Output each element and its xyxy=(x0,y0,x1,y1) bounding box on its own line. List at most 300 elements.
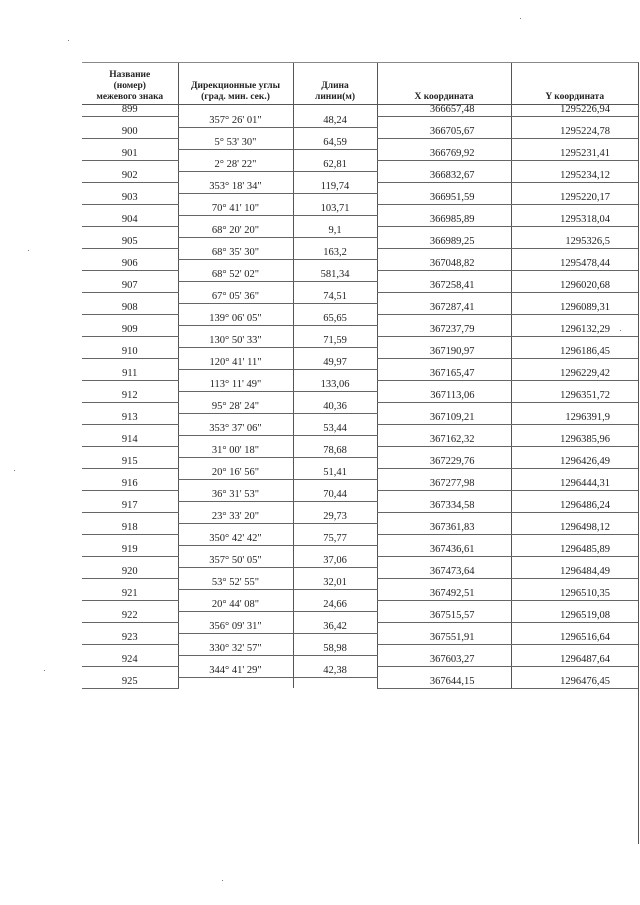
mark-number: 909 xyxy=(82,325,178,336)
y-cell-empty xyxy=(511,204,638,215)
x-cell-empty xyxy=(377,380,511,391)
mark-number: 913 xyxy=(82,413,178,424)
length-cell-empty xyxy=(293,127,377,138)
mark-number: 924 xyxy=(82,655,178,666)
x-coordinate: 366985,89 xyxy=(377,215,511,226)
y-coordinate: 1296186,45 xyxy=(511,347,638,358)
mark-cell-empty xyxy=(82,358,178,369)
segment-row xyxy=(82,622,638,633)
direction-angle: 53° 52' 55" xyxy=(178,578,293,589)
segment-row xyxy=(82,600,638,611)
mark-number: 908 xyxy=(82,303,178,314)
y-cell-empty xyxy=(511,600,638,611)
angle-cell-empty xyxy=(178,105,293,117)
mark-number: 920 xyxy=(82,567,178,578)
direction-angle: 68° 52' 02" xyxy=(178,270,293,281)
direction-angle: 68° 20' 20" xyxy=(178,226,293,237)
x-coordinate: 367436,61 xyxy=(377,545,511,556)
y-cell-empty xyxy=(511,622,638,633)
x-coordinate: 367473,64 xyxy=(377,567,511,578)
length-cell-empty xyxy=(293,633,377,644)
angle-cell-empty xyxy=(178,303,293,314)
x-cell-empty xyxy=(377,138,511,149)
x-coordinate: 367551,91 xyxy=(377,633,511,644)
table-row xyxy=(82,611,638,622)
x-cell-empty xyxy=(377,490,511,501)
y-coordinate: 1296020,68 xyxy=(511,281,638,292)
x-cell-empty xyxy=(377,600,511,611)
length-cell-empty xyxy=(293,677,377,688)
length-cell-empty xyxy=(293,589,377,600)
table-row xyxy=(82,215,638,226)
segment-row xyxy=(82,468,638,479)
length-cell-empty xyxy=(293,259,377,270)
y-coordinate: 1296484,49 xyxy=(511,567,638,578)
segment-row xyxy=(82,160,638,171)
x-cell-empty xyxy=(377,204,511,215)
mark-number: 910 xyxy=(82,347,178,358)
x-cell-empty xyxy=(377,182,511,193)
x-cell-empty xyxy=(377,644,511,655)
header-direction-angle: Дирекционные углы (град. мин. сек.) xyxy=(178,62,293,105)
y-cell-empty xyxy=(511,116,638,127)
x-coordinate: 366989,25 xyxy=(377,237,511,248)
mark-cell-empty xyxy=(82,204,178,215)
x-coordinate: 367165,47 xyxy=(377,369,511,380)
segment-row xyxy=(82,380,638,391)
direction-angle: 344° 41' 29" xyxy=(178,666,293,677)
angle-cell-empty xyxy=(178,413,293,424)
header-x-coordinate: X координата xyxy=(377,62,511,105)
mark-number: 905 xyxy=(82,237,178,248)
line-length: 48,24 xyxy=(293,116,377,127)
y-cell-empty xyxy=(511,424,638,435)
table-row xyxy=(82,391,638,402)
y-coordinate: 1296498,12 xyxy=(511,523,638,534)
table-row xyxy=(82,435,638,446)
mark-number: 919 xyxy=(82,545,178,556)
direction-angle: 353° 37' 06" xyxy=(178,424,293,435)
x-coordinate: 367277,98 xyxy=(377,479,511,490)
y-cell-empty xyxy=(511,402,638,413)
mark-cell-empty xyxy=(82,380,178,391)
table-row xyxy=(82,523,638,534)
y-cell-empty xyxy=(511,556,638,567)
segment-row xyxy=(82,512,638,523)
x-coordinate: 366705,67 xyxy=(377,127,511,138)
coordinates-table xyxy=(82,62,638,689)
length-cell-empty xyxy=(293,457,377,468)
scan-speck xyxy=(14,470,15,471)
x-cell-empty xyxy=(377,512,511,523)
line-length: 37,06 xyxy=(293,556,377,567)
segment-row xyxy=(82,204,638,215)
x-coordinate: 367515,57 xyxy=(377,611,511,622)
line-length: 36,42 xyxy=(293,622,377,633)
y-coordinate: 1295224,78 xyxy=(511,127,638,138)
line-length: 62,81 xyxy=(293,160,377,171)
angle-cell-empty xyxy=(178,259,293,270)
y-cell-empty xyxy=(511,292,638,303)
mark-cell-empty xyxy=(82,468,178,479)
y-coordinate: 1296444,31 xyxy=(511,479,638,490)
x-cell-empty xyxy=(377,358,511,369)
mark-number: 918 xyxy=(82,523,178,534)
angle-cell-empty xyxy=(178,127,293,138)
segment-row xyxy=(82,490,638,501)
length-cell-empty xyxy=(293,435,377,446)
mark-number: 921 xyxy=(82,589,178,600)
x-coordinate: 367237,79 xyxy=(377,325,511,336)
table-row xyxy=(82,677,638,688)
segment-row xyxy=(82,666,638,677)
direction-angle: 113° 11' 49" xyxy=(178,380,293,391)
line-length: 51,41 xyxy=(293,468,377,479)
table-row xyxy=(82,127,638,138)
direction-angle: 67° 05' 36" xyxy=(178,292,293,303)
y-coordinate: 1296426,49 xyxy=(511,457,638,468)
y-cell-empty xyxy=(511,138,638,149)
x-coordinate: 367361,83 xyxy=(377,523,511,534)
length-cell-empty xyxy=(293,413,377,424)
line-length: 32,01 xyxy=(293,578,377,589)
length-cell-empty xyxy=(293,347,377,358)
x-coordinate: 367109,21 xyxy=(377,413,511,424)
line-length: 70,44 xyxy=(293,490,377,501)
y-cell-empty xyxy=(511,380,638,391)
segment-row xyxy=(82,138,638,149)
segment-row xyxy=(82,226,638,237)
mark-cell-empty xyxy=(82,402,178,413)
mark-cell-empty xyxy=(82,490,178,501)
header-mark-name: Название (номер) межевого знака xyxy=(82,62,178,105)
table-row xyxy=(82,193,638,204)
angle-cell-empty xyxy=(178,325,293,336)
x-cell-empty xyxy=(377,446,511,457)
x-cell-empty xyxy=(377,424,511,435)
direction-angle: 356° 09' 31" xyxy=(178,622,293,633)
x-cell-empty xyxy=(377,226,511,237)
segment-row xyxy=(82,644,638,655)
y-coordinate: 1296486,24 xyxy=(511,501,638,512)
x-cell-empty xyxy=(377,314,511,325)
y-cell-empty xyxy=(511,512,638,523)
mark-cell-empty xyxy=(82,578,178,589)
direction-angle: 5° 53' 30" xyxy=(178,138,293,149)
mark-number: 907 xyxy=(82,281,178,292)
table-header-row xyxy=(82,62,638,105)
mark-cell-empty xyxy=(82,622,178,633)
line-length: 53,44 xyxy=(293,424,377,435)
direction-angle: 139° 06' 05" xyxy=(178,314,293,325)
length-cell-empty xyxy=(293,523,377,534)
angle-cell-empty xyxy=(178,281,293,292)
length-cell-empty xyxy=(293,171,377,182)
mark-number: 912 xyxy=(82,391,178,402)
angle-cell-empty xyxy=(178,149,293,160)
line-length: 119,74 xyxy=(293,182,377,193)
line-length: 64,59 xyxy=(293,138,377,149)
mark-cell-empty xyxy=(82,666,178,677)
segment-row xyxy=(82,292,638,303)
x-cell-empty xyxy=(377,622,511,633)
y-cell-empty xyxy=(511,490,638,501)
x-coordinate: 366951,59 xyxy=(377,193,511,204)
mark-cell-empty xyxy=(82,270,178,281)
line-length: 581,34 xyxy=(293,270,377,281)
mark-number: 901 xyxy=(82,149,178,160)
angle-cell-empty xyxy=(178,347,293,358)
length-cell-empty xyxy=(293,655,377,666)
angle-cell-empty xyxy=(178,391,293,402)
mark-number: 904 xyxy=(82,215,178,226)
y-coordinate: 1296351,72 xyxy=(511,391,638,402)
x-cell-empty xyxy=(377,336,511,347)
x-cell-empty xyxy=(377,248,511,259)
length-cell-empty xyxy=(293,237,377,248)
x-coordinate: 367334,58 xyxy=(377,501,511,512)
y-cell-empty xyxy=(511,644,638,655)
line-length: 65,65 xyxy=(293,314,377,325)
angle-cell-empty xyxy=(178,545,293,556)
y-cell-empty xyxy=(511,182,638,193)
length-cell-empty xyxy=(293,567,377,578)
line-length: 163,2 xyxy=(293,248,377,259)
segment-row xyxy=(82,556,638,567)
y-cell-empty xyxy=(511,270,638,281)
mark-cell-empty xyxy=(82,600,178,611)
table-row xyxy=(82,545,638,556)
mark-cell-empty xyxy=(82,182,178,193)
x-coordinate: 367644,15 xyxy=(377,677,511,688)
y-cell-empty xyxy=(511,578,638,589)
length-cell-empty xyxy=(293,303,377,314)
segment-row xyxy=(82,578,638,589)
length-cell-empty xyxy=(293,545,377,556)
segment-row xyxy=(82,248,638,259)
angle-cell-empty xyxy=(178,501,293,512)
direction-angle: 350° 42' 42" xyxy=(178,534,293,545)
segment-row xyxy=(82,336,638,347)
mark-number: 917 xyxy=(82,501,178,512)
scan-speck xyxy=(222,880,223,881)
mark-number: 916 xyxy=(82,479,178,490)
y-coordinate: 1296391,9 xyxy=(511,413,638,424)
y-coordinate: 1296229,42 xyxy=(511,369,638,380)
y-coordinate: 1295478,44 xyxy=(511,259,638,270)
direction-angle: 130° 50' 33" xyxy=(178,336,293,347)
table-row xyxy=(82,171,638,182)
length-cell-empty xyxy=(293,281,377,292)
direction-angle: 31° 00' 18" xyxy=(178,446,293,457)
table-row xyxy=(82,501,638,512)
segment-row xyxy=(82,402,638,413)
mark-cell-empty xyxy=(82,512,178,523)
angle-cell-empty xyxy=(178,171,293,182)
y-coordinate: 1295318,04 xyxy=(511,215,638,226)
mark-number: 922 xyxy=(82,611,178,622)
length-cell-empty xyxy=(293,105,377,117)
x-cell-empty xyxy=(377,534,511,545)
length-cell-empty xyxy=(293,215,377,226)
angle-cell-empty xyxy=(178,237,293,248)
angle-cell-empty xyxy=(178,523,293,534)
direction-angle: 353° 18' 34" xyxy=(178,182,293,193)
angle-cell-empty xyxy=(178,193,293,204)
line-length: 78,68 xyxy=(293,446,377,457)
y-coordinate: 1296476,45 xyxy=(511,677,638,688)
y-coordinate: 1296487,64 xyxy=(511,655,638,666)
mark-cell-empty xyxy=(82,314,178,325)
table-row xyxy=(82,633,638,644)
y-coordinate: 1296385,96 xyxy=(511,435,638,446)
table-row xyxy=(82,457,638,468)
table-row xyxy=(82,567,638,578)
y-coordinate: 1295220,17 xyxy=(511,193,638,204)
y-cell-empty xyxy=(511,666,638,677)
mark-number: 915 xyxy=(82,457,178,468)
mark-cell-empty xyxy=(82,226,178,237)
segment-row xyxy=(82,182,638,193)
mark-cell-empty xyxy=(82,292,178,303)
segment-row xyxy=(82,446,638,457)
scan-speck xyxy=(520,18,521,19)
mark-cell-empty xyxy=(82,160,178,171)
length-cell-empty xyxy=(293,391,377,402)
table-row xyxy=(82,347,638,358)
mark-number: 903 xyxy=(82,193,178,204)
x-cell-empty xyxy=(377,402,511,413)
mark-cell-empty xyxy=(82,556,178,567)
header-y-coordinate: Y координата xyxy=(511,62,638,105)
table-row xyxy=(82,281,638,292)
table-row xyxy=(82,479,638,490)
segment-row xyxy=(82,116,638,127)
table-row xyxy=(82,105,638,117)
y-cell-empty xyxy=(511,314,638,325)
direction-angle: 36° 31' 53" xyxy=(178,490,293,501)
x-coordinate: 367048,82 xyxy=(377,259,511,270)
mark-cell-empty xyxy=(82,644,178,655)
segment-row xyxy=(82,358,638,369)
mark-number: 902 xyxy=(82,171,178,182)
x-coordinate: 367162,32 xyxy=(377,435,511,446)
x-cell-empty xyxy=(377,556,511,567)
y-coordinate: 1295231,41 xyxy=(511,149,638,160)
table-row xyxy=(82,589,638,600)
x-coordinate: 367603,27 xyxy=(377,655,511,666)
mark-cell-empty xyxy=(82,248,178,259)
x-coordinate: 367492,51 xyxy=(377,589,511,600)
length-cell-empty xyxy=(293,479,377,490)
x-coordinate: 367287,41 xyxy=(377,303,511,314)
table-row xyxy=(82,303,638,314)
y-coordinate: 1295326,5 xyxy=(511,237,638,248)
x-coordinate: 366769,92 xyxy=(377,149,511,160)
direction-angle: 70° 41' 10" xyxy=(178,204,293,215)
y-coordinate: 1296485,89 xyxy=(511,545,638,556)
y-coordinate: 1295226,94 xyxy=(511,105,638,117)
scan-speck xyxy=(44,670,45,671)
angle-cell-empty xyxy=(178,677,293,688)
table-row xyxy=(82,259,638,270)
line-length: 42,38 xyxy=(293,666,377,677)
mark-number: 923 xyxy=(82,633,178,644)
length-cell-empty xyxy=(293,369,377,380)
line-length: 9,1 xyxy=(293,226,377,237)
line-length: 74,51 xyxy=(293,292,377,303)
mark-number: 911 xyxy=(82,369,178,380)
header-line-length: Длина линии(м) xyxy=(293,62,377,105)
y-cell-empty xyxy=(511,468,638,479)
length-cell-empty xyxy=(293,611,377,622)
y-cell-empty xyxy=(511,534,638,545)
line-length: 49,97 xyxy=(293,358,377,369)
y-coordinate: 1296510,35 xyxy=(511,589,638,600)
y-coordinate: 1296132,29 xyxy=(511,325,638,336)
x-cell-empty xyxy=(377,160,511,171)
x-cell-empty xyxy=(377,116,511,127)
scan-speck xyxy=(68,40,69,41)
length-cell-empty xyxy=(293,325,377,336)
x-coordinate: 366657,48 xyxy=(377,105,511,117)
y-coordinate: 1296089,31 xyxy=(511,303,638,314)
angle-cell-empty xyxy=(178,435,293,446)
mark-cell-empty xyxy=(82,534,178,545)
direction-angle: 20° 16' 56" xyxy=(178,468,293,479)
table-row xyxy=(82,369,638,380)
angle-cell-empty xyxy=(178,457,293,468)
direction-angle: 68° 35' 30" xyxy=(178,248,293,259)
y-cell-empty xyxy=(511,248,638,259)
line-length: 40,36 xyxy=(293,402,377,413)
angle-cell-empty xyxy=(178,655,293,666)
table-row xyxy=(82,237,638,248)
length-cell-empty xyxy=(293,149,377,160)
x-coordinate: 367229,76 xyxy=(377,457,511,468)
segment-row xyxy=(82,270,638,281)
angle-cell-empty xyxy=(178,215,293,226)
x-cell-empty xyxy=(377,578,511,589)
segment-row xyxy=(82,424,638,435)
y-cell-empty xyxy=(511,336,638,347)
line-length: 103,71 xyxy=(293,204,377,215)
angle-cell-empty xyxy=(178,479,293,490)
direction-angle: 330° 32' 57" xyxy=(178,644,293,655)
line-length: 24,66 xyxy=(293,600,377,611)
y-coordinate: 1296519,08 xyxy=(511,611,638,622)
segment-row xyxy=(82,534,638,545)
mark-number: 925 xyxy=(82,677,178,688)
mark-cell-empty xyxy=(82,336,178,347)
table-row xyxy=(82,325,638,336)
x-cell-empty xyxy=(377,292,511,303)
angle-cell-empty xyxy=(178,589,293,600)
line-length: 133,06 xyxy=(293,380,377,391)
direction-angle: 2° 28' 22" xyxy=(178,160,293,171)
x-coordinate: 367113,06 xyxy=(377,391,511,402)
x-cell-empty xyxy=(377,270,511,281)
mark-cell-empty xyxy=(82,424,178,435)
y-coordinate: 1295234,12 xyxy=(511,171,638,182)
mark-number: 900 xyxy=(82,127,178,138)
line-length: 58,98 xyxy=(293,644,377,655)
mark-number: 914 xyxy=(82,435,178,446)
mark-number: 906 xyxy=(82,259,178,270)
direction-angle: 357° 26' 01" xyxy=(178,116,293,127)
direction-angle: 23° 33' 20" xyxy=(178,512,293,523)
x-cell-empty xyxy=(377,666,511,677)
